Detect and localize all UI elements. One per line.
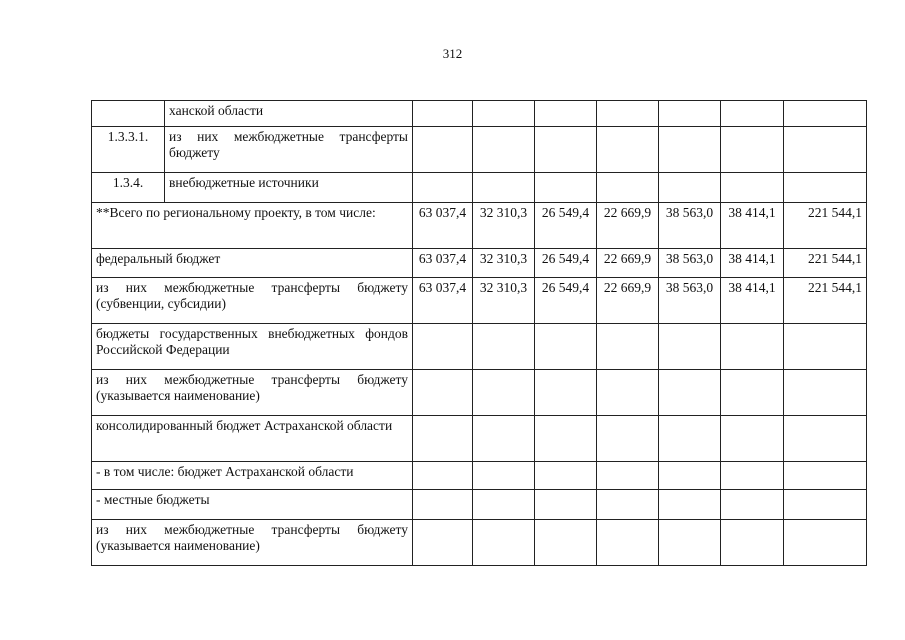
- total-cell: 221 544,1: [784, 278, 867, 324]
- row-code: 1.3.3.1.: [92, 127, 165, 173]
- value-cell: [473, 520, 535, 566]
- value-cell: [535, 173, 597, 203]
- value-cell: [473, 416, 535, 462]
- row-label: из них межбюджетные трансферты бюджету (субвенции, субсидии): [92, 278, 413, 324]
- value-cell: [659, 173, 721, 203]
- table-row: [92, 173, 867, 203]
- value-cell: [721, 127, 784, 173]
- row-label: бюджеты государственных внебюджетных фондов Российской Федерации: [92, 324, 413, 370]
- value-cell: 63 037,4: [413, 249, 473, 278]
- row-label: федеральный бюджет: [92, 249, 413, 278]
- value-cell: [597, 370, 659, 416]
- table-row: [92, 324, 867, 370]
- value-cell: [659, 416, 721, 462]
- total-cell: 221 544,1: [784, 203, 867, 249]
- table-row: [92, 520, 867, 566]
- value-cell: [721, 173, 784, 203]
- value-cell: [721, 101, 784, 127]
- table-row: [92, 490, 867, 520]
- value-cell: [535, 127, 597, 173]
- value-cell: [413, 173, 473, 203]
- row-label: - местные бюджеты: [92, 490, 413, 520]
- value-cell: [535, 101, 597, 127]
- value-cell: 63 037,4: [413, 278, 473, 324]
- value-cell: [597, 520, 659, 566]
- value-cell: [721, 324, 784, 370]
- value-cell: 26 549,4: [535, 203, 597, 249]
- total-cell: [784, 127, 867, 173]
- value-cell: [597, 324, 659, 370]
- total-cell: [784, 520, 867, 566]
- total-cell: 221 544,1: [784, 249, 867, 278]
- row-label: консолидированный бюджет Астраханской области: [92, 416, 413, 462]
- value-cell: [413, 520, 473, 566]
- value-cell: [659, 127, 721, 173]
- value-cell: 38 414,1: [721, 278, 784, 324]
- total-cell: [784, 101, 867, 127]
- value-cell: 26 549,4: [535, 249, 597, 278]
- value-cell: [535, 324, 597, 370]
- table-row: [92, 416, 867, 462]
- value-cell: [535, 370, 597, 416]
- total-cell: [784, 370, 867, 416]
- value-cell: [659, 101, 721, 127]
- value-cell: 32 310,3: [473, 278, 535, 324]
- budget-table: [91, 100, 867, 566]
- value-cell: 22 669,9: [597, 278, 659, 324]
- value-cell: [413, 462, 473, 490]
- value-cell: 32 310,3: [473, 249, 535, 278]
- value-cell: [535, 462, 597, 490]
- row-label: из них межбюджетные трансферты бюджету (указывается наименование): [92, 370, 413, 416]
- value-cell: [535, 490, 597, 520]
- value-cell: 32 310,3: [473, 203, 535, 249]
- table-row: [92, 101, 867, 127]
- page-number: 312: [442, 46, 463, 61]
- value-cell: [597, 462, 659, 490]
- value-cell: 26 549,4: [535, 278, 597, 324]
- value-cell: [721, 520, 784, 566]
- value-cell: [597, 490, 659, 520]
- value-cell: [413, 490, 473, 520]
- row-code: [92, 101, 165, 127]
- table-row: [92, 203, 867, 249]
- value-cell: [659, 324, 721, 370]
- value-cell: [473, 490, 535, 520]
- total-cell: [784, 416, 867, 462]
- total-cell: [784, 324, 867, 370]
- value-cell: 22 669,9: [597, 249, 659, 278]
- row-label: из них межбюджетные трансферты бюджету (указывается наименование): [92, 520, 413, 566]
- value-cell: 38 563,0: [659, 203, 721, 249]
- value-cell: [473, 101, 535, 127]
- value-cell: [597, 173, 659, 203]
- value-cell: [535, 520, 597, 566]
- value-cell: [413, 127, 473, 173]
- value-cell: [721, 462, 784, 490]
- value-cell: [659, 370, 721, 416]
- value-cell: 38 563,0: [659, 249, 721, 278]
- value-cell: 38 414,1: [721, 249, 784, 278]
- value-cell: [413, 101, 473, 127]
- row-label: **Всего по региональному проекту, в том числе:: [92, 203, 413, 249]
- value-cell: 22 669,9: [597, 203, 659, 249]
- value-cell: [659, 490, 721, 520]
- table-row: [92, 127, 867, 173]
- value-cell: 63 037,4: [413, 203, 473, 249]
- value-cell: [721, 416, 784, 462]
- total-cell: [784, 173, 867, 203]
- table-row: [92, 370, 867, 416]
- value-cell: [659, 520, 721, 566]
- value-cell: [413, 324, 473, 370]
- value-cell: [473, 462, 535, 490]
- table-row: [92, 249, 867, 278]
- row-code: 1.3.4.: [92, 173, 165, 203]
- value-cell: [473, 173, 535, 203]
- row-label: из них межбюджетные трансферты бюджету: [165, 127, 413, 173]
- value-cell: [659, 462, 721, 490]
- value-cell: 38 563,0: [659, 278, 721, 324]
- row-label: внебюджетные источники: [165, 173, 413, 203]
- value-cell: [413, 416, 473, 462]
- row-label: ханской области: [165, 101, 413, 127]
- value-cell: [473, 370, 535, 416]
- value-cell: [597, 101, 659, 127]
- value-cell: [721, 370, 784, 416]
- value-cell: 38 414,1: [721, 203, 784, 249]
- value-cell: [413, 370, 473, 416]
- total-cell: [784, 490, 867, 520]
- value-cell: [535, 416, 597, 462]
- value-cell: [721, 490, 784, 520]
- table-row: [92, 278, 867, 324]
- value-cell: [473, 127, 535, 173]
- table-row: [92, 462, 867, 490]
- total-cell: [784, 462, 867, 490]
- value-cell: [473, 324, 535, 370]
- value-cell: [597, 416, 659, 462]
- value-cell: [597, 127, 659, 173]
- row-label: - в том числе: бюджет Астраханской области: [92, 462, 413, 490]
